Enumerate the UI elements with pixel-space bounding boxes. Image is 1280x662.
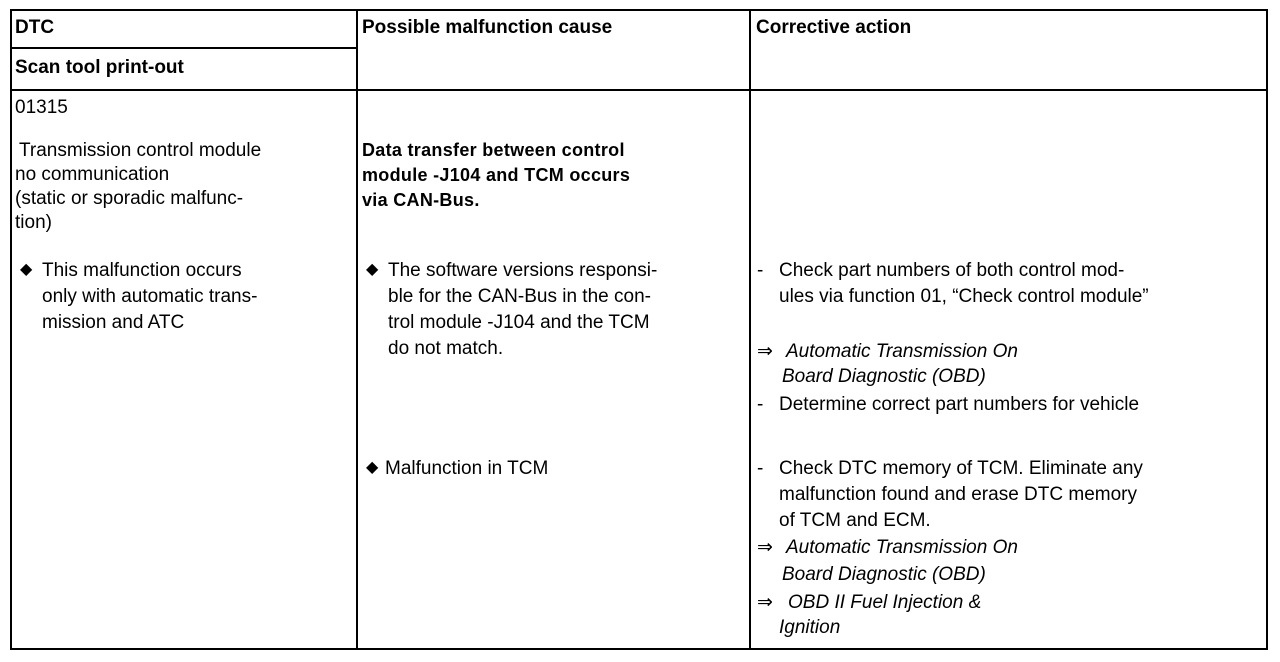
cause-item1-line: The software versions responsi- <box>388 260 658 281</box>
action-ref2-line: Board Diagnostic (OBD) <box>782 564 986 585</box>
action-ref3-line: Ignition <box>779 617 841 638</box>
action-a1-line: ules via function 01, “Check control module” <box>779 286 1149 307</box>
dash-bullet: - <box>757 260 764 281</box>
cause-note-line: Data transfer between control <box>362 140 625 160</box>
header-dtc-divider <box>10 47 356 49</box>
arrow-right-icon: ⇒ <box>757 592 773 613</box>
header-scan-tool: Scan tool print-out <box>15 57 184 78</box>
header-dtc: DTC <box>15 17 55 38</box>
dtc-code: 01315 <box>15 97 68 118</box>
cause-item1-line: trol module -J104 and the TCM <box>388 312 650 333</box>
diamond-bullet-icon: ◆ <box>366 261 379 278</box>
cause-note-line: module -J104 and TCM occurs <box>362 165 631 185</box>
action-ref1-line: Automatic Transmission On <box>786 341 1018 362</box>
header-action: Corrective action <box>756 17 912 38</box>
dtc-bullet-line: only with automatic trans- <box>42 286 258 307</box>
dtc-description-line: no communication <box>15 164 170 185</box>
arrow-right-icon: ⇒ <box>757 341 773 362</box>
action-a3-line: of TCM and ECM. <box>779 510 931 531</box>
dtc-description-line: tion) <box>15 212 52 233</box>
column-divider-1 <box>356 9 358 650</box>
diamond-bullet-icon: ◆ <box>366 459 379 476</box>
action-a3-line: malfunction found and erase DTC memory <box>779 484 1137 505</box>
cause-item1-line: ble for the CAN-Bus in the con- <box>388 286 651 307</box>
diamond-bullet-icon: ◆ <box>20 261 33 278</box>
arrow-right-icon: ⇒ <box>757 537 773 558</box>
header-cause: Possible malfunction cause <box>362 17 613 38</box>
action-a1-line: Check part numbers of both control mod- <box>779 260 1125 281</box>
table-bottom-border <box>10 648 1268 650</box>
dash-bullet: - <box>757 458 764 479</box>
table-left-border <box>10 9 12 650</box>
column-divider-2 <box>749 9 751 650</box>
action-ref2-line: Automatic Transmission On <box>786 537 1018 558</box>
action-a2-line: Determine correct part numbers for vehicle <box>779 394 1140 415</box>
action-ref3-line: OBD II Fuel Injection & <box>788 592 982 613</box>
dtc-bullet-line: mission and ATC <box>42 312 185 333</box>
header-bottom-border <box>10 89 1268 91</box>
dtc-description-line: (static or sporadic malfunc- <box>15 188 244 209</box>
action-ref1-line: Board Diagnostic (OBD) <box>782 366 986 387</box>
cause-note-line: via CAN-Bus. <box>362 190 480 210</box>
action-a3-line: Check DTC memory of TCM. Eliminate any <box>779 458 1143 479</box>
cause-item1-line: do not match. <box>388 338 504 359</box>
table-right-border <box>1266 9 1268 650</box>
dtc-description-line: Transmission control module <box>19 140 262 161</box>
cause-item2-line: Malfunction in TCM <box>385 458 549 479</box>
dtc-bullet-line: This malfunction occurs <box>42 260 242 281</box>
dash-bullet: - <box>757 394 764 415</box>
table-top-border <box>10 9 1268 11</box>
